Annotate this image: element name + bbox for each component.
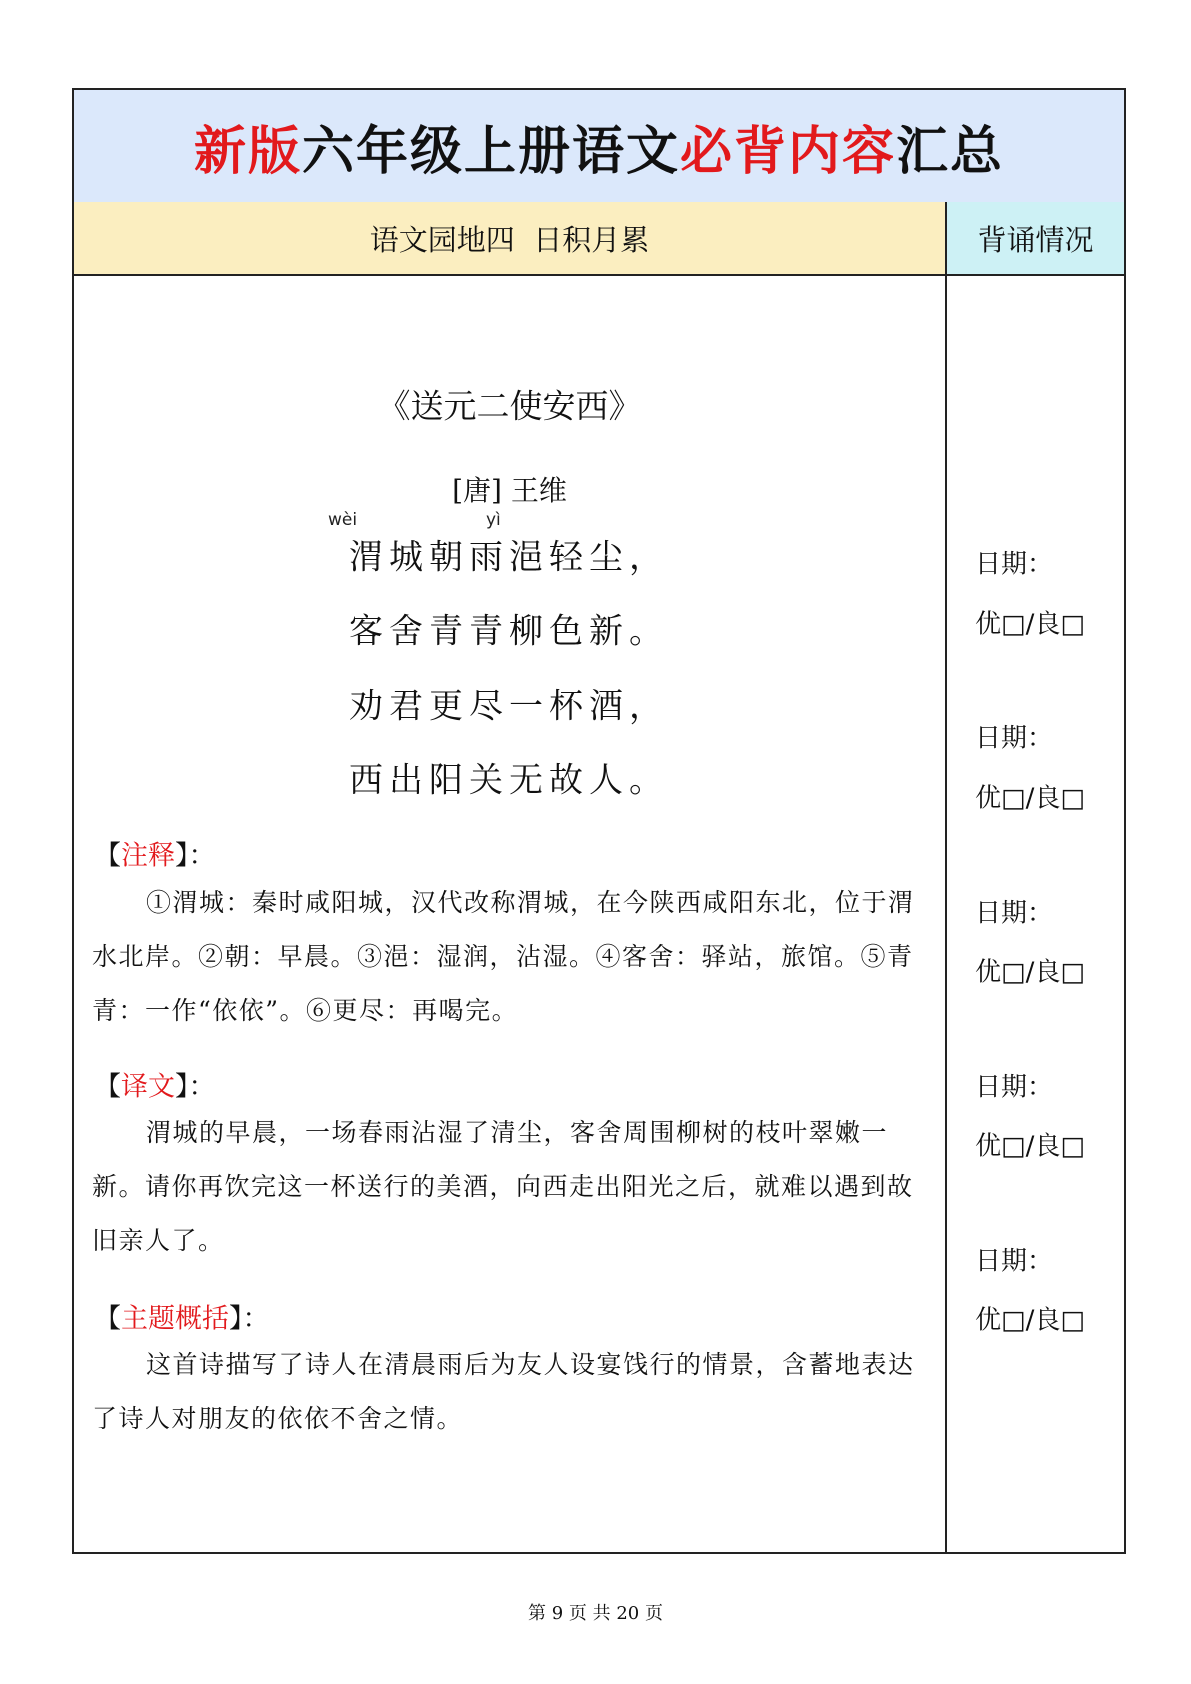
grade-checkbox-5[interactable]: 优□/良□ bbox=[975, 1305, 1085, 1336]
grade-checkbox-2[interactable]: 优□/良□ bbox=[975, 783, 1085, 814]
date-field-4: 日期： bbox=[975, 1072, 1054, 1103]
title-part-summary: 汇总 bbox=[896, 121, 1005, 182]
notes-text: ①渭城：秦时咸阳城，汉代改称渭城，在今陕西咸阳东北，位于渭水北岸。②朝：早晨。③浥：湿润，沾湿。④客舍：驿站，旅馆。⑤青青：一作“依依”。⑥更尽：再喝完。 bbox=[92, 888, 915, 1025]
page-footer: 第 9 页 共 20 页 bbox=[528, 1603, 663, 1624]
grade-checkbox-1[interactable]: 优□/良□ bbox=[975, 609, 1085, 640]
worksheet bbox=[72, 88, 1126, 1554]
table-header bbox=[74, 202, 1124, 276]
date-field-3: 日期： bbox=[975, 898, 1054, 929]
theme-text: 这首诗描写了诗人在清晨雨后为友人设宴饯行的情景，含蓄地表达了诗人对朋友的依依不舍之情。 bbox=[92, 1350, 915, 1433]
grade-checkbox-4[interactable]: 优□/良□ bbox=[975, 1131, 1085, 1162]
date-field-1: 日期： bbox=[975, 549, 1054, 580]
pinyin-yi: yì bbox=[486, 510, 501, 530]
pinyin-wei: wèi bbox=[328, 510, 358, 530]
title-part-new: 新版 bbox=[193, 121, 302, 182]
recite-status-label: 背诵情况 bbox=[947, 202, 1124, 274]
date-field-2: 日期： bbox=[975, 723, 1054, 754]
content-column bbox=[74, 274, 947, 1552]
translation-heading: 【译文】： bbox=[94, 1071, 216, 1103]
date-field-5: 日期： bbox=[975, 1246, 1054, 1277]
poem-line-4: 西出阳关无故人。 bbox=[349, 760, 669, 801]
title-part-must: 必背内容 bbox=[680, 121, 897, 182]
title-part-grade: 六年级上册语文 bbox=[301, 121, 680, 182]
grade-checkbox-3[interactable]: 优□/良□ bbox=[975, 957, 1085, 988]
page-title bbox=[74, 90, 1124, 204]
recite-status-column bbox=[947, 274, 1124, 1552]
poem-author: [唐] 王维 bbox=[452, 474, 567, 507]
poem-title: 《送元二使安西》 bbox=[377, 386, 642, 426]
translation-text: 渭城的早晨，一场春雨沾湿了清尘，客舍周围柳树的枝叶翠嫩一新。请你再饮完这一杯送行的美酒，向西走出阳光之后，就难以遇到故旧亲人了。 bbox=[92, 1118, 914, 1255]
poem-line-3: 劝君更尽一杯酒， bbox=[349, 686, 669, 727]
poem-line-1: 渭城朝雨浥轻尘， bbox=[349, 537, 669, 578]
theme-heading: 【主题概括】： bbox=[94, 1303, 270, 1335]
poem-line-2: 客舍青青柳色新。 bbox=[349, 611, 669, 652]
section-label: 语文园地四 日积月累 bbox=[74, 202, 947, 274]
notes-heading: 【注释】： bbox=[94, 840, 216, 872]
